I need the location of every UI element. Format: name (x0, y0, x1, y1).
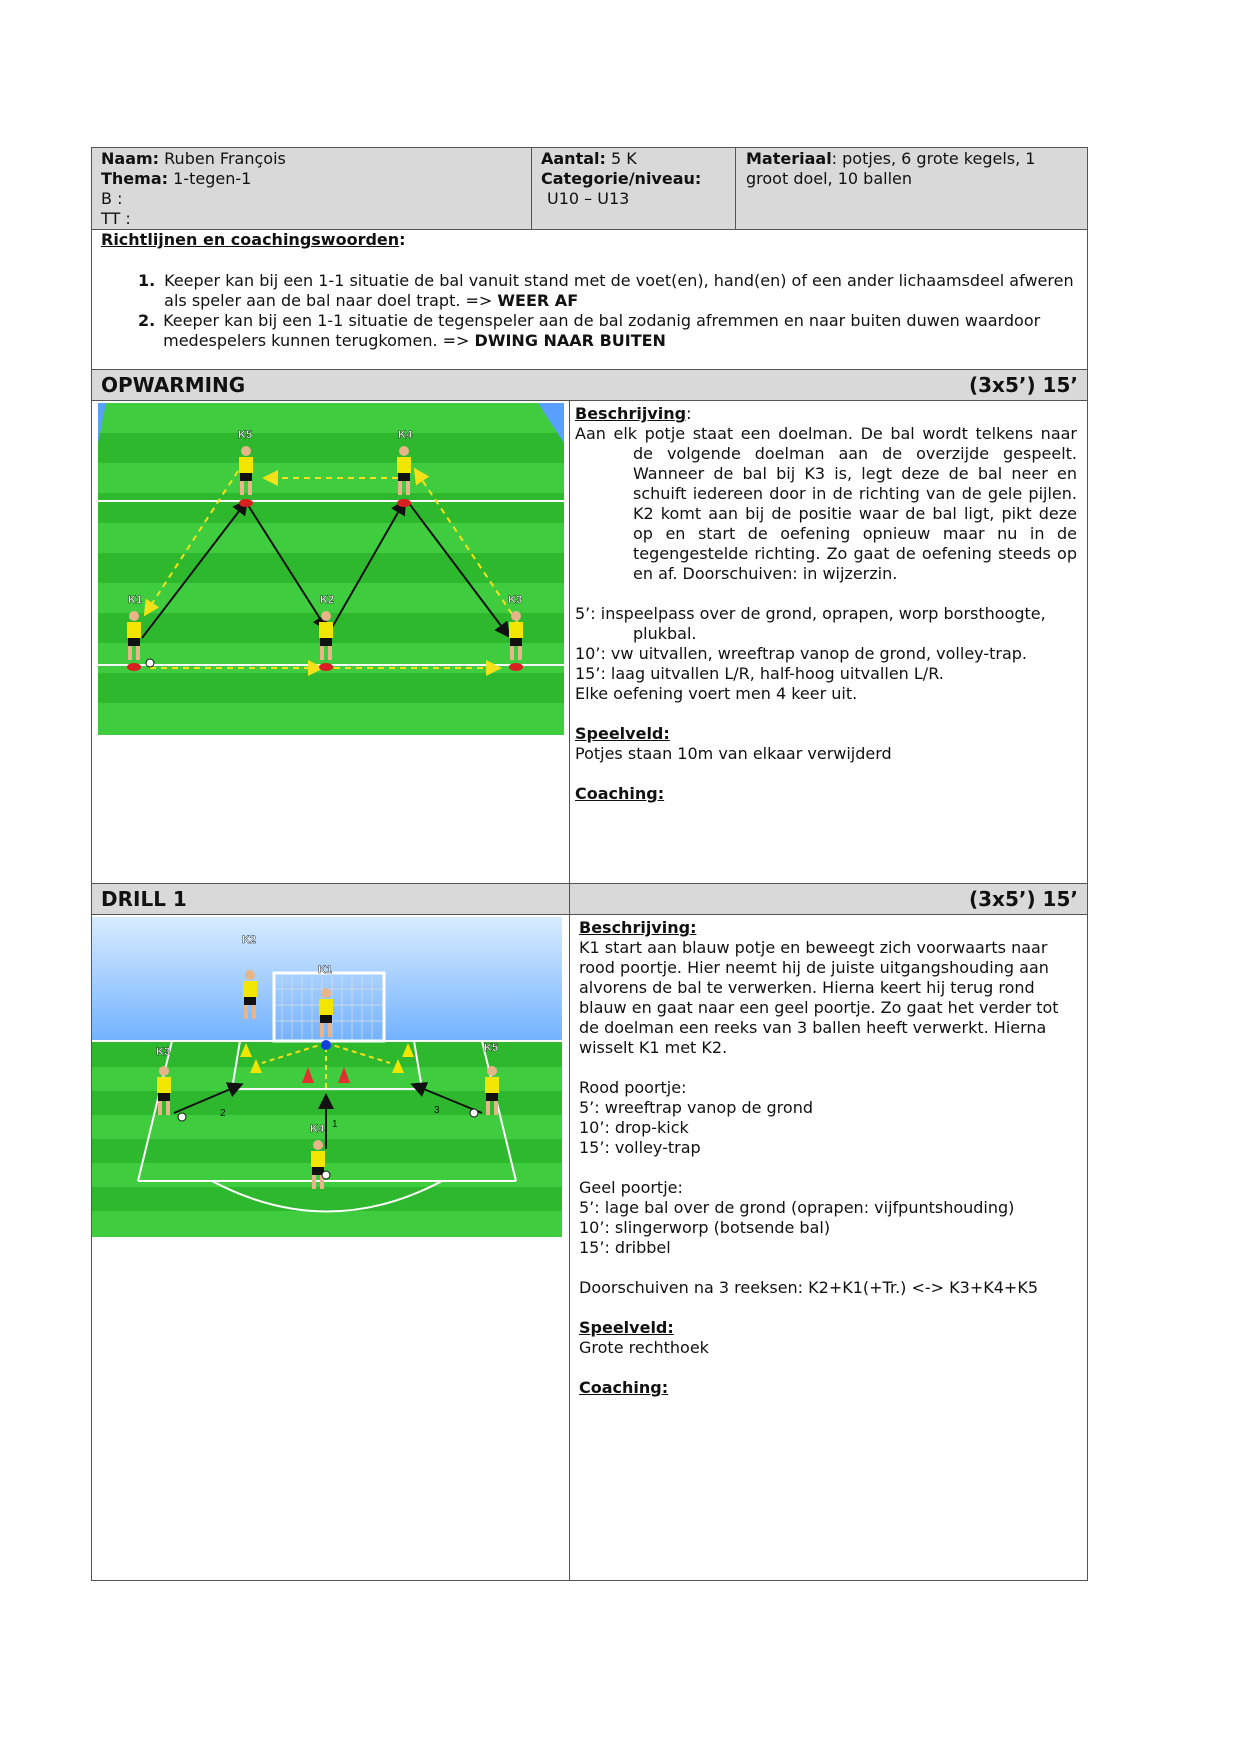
drill1-title: DRILL 1 (101, 887, 187, 911)
naam-label: Naam: (101, 149, 160, 168)
drill1-beschrijving-label: Beschrijving: (579, 918, 697, 937)
opwarming-description (575, 404, 1077, 804)
drill1-label-k4: K4 (310, 1123, 325, 1135)
opwarming-line-4: Elke oefening voert men 4 keer uit. (575, 684, 858, 703)
drill1-label-n1: 1 (332, 1119, 338, 1130)
aantal-value: 5 K (611, 149, 637, 168)
header-left (101, 149, 521, 229)
drill1-label-n2: 2 (220, 1108, 226, 1119)
header-middle (541, 149, 731, 209)
materiaal-value: : potjes, 6 grote kegels, 1 groot doel, 10 ballen (746, 149, 1036, 188)
drill1-label-k1: K1 (318, 964, 333, 976)
guidelines-list (138, 271, 1078, 351)
label-k5: K5 (238, 429, 253, 441)
drill1-geel-line-3: 15’: dribbel (579, 1238, 671, 1257)
materiaal-label: Materiaal (746, 149, 832, 168)
guideline-text-2: Keeper kan bij een 1-1 situatie de tegenspeler aan de bal zodanig afremmen en naar buiten duwen waardoor medespelers kunnen terugkomen. => (163, 311, 1041, 350)
header-right (746, 149, 1081, 189)
drill1-header-divider (569, 883, 570, 915)
opwarming-line-1: 5’: inspeelpass over de grond, oprapen, worp borsthoogte, plukbal. (575, 604, 1046, 643)
drill1-duration: (3x5’) 15’ (968, 887, 1078, 911)
opwarming-divider (569, 400, 570, 888)
opwarming-beschrijving-colon: : (686, 404, 692, 423)
drill1-speelveld-label: Speelveld: (579, 1318, 674, 1337)
guideline-num-2: 2. (138, 311, 156, 330)
opwarming-duration: (3x5’) 15’ (968, 373, 1078, 397)
opwarming-field-image (98, 403, 564, 735)
drill1-label-k2: K2 (242, 934, 257, 946)
opwarming-line-2: 10’: vw uitvallen, wreeftrap vanop de grond, volley-trap. (575, 644, 1028, 663)
label-k3: K3 (508, 594, 523, 606)
ball-icon (146, 659, 154, 667)
guidelines-title: Richtlijnen en coachingswoorden (101, 230, 400, 249)
label-k2: K2 (320, 594, 335, 606)
guidelines-colon: : (399, 230, 406, 249)
thema-label: Thema: (101, 169, 169, 188)
opwarming-speelveld-text: Potjes staan 10m van elkaar verwijderd (575, 744, 892, 763)
drill1-geel-line-1: 5’: lage bal over de grond (oprapen: vijfpuntshouding) (579, 1198, 1015, 1217)
label-k1: K1 (128, 594, 143, 606)
thema-value: 1-tegen-1 (173, 169, 252, 188)
tt-label: TT : (101, 209, 131, 228)
drill1-rood-title: Rood poortje: (579, 1078, 687, 1097)
guideline-num-1: 1. (138, 271, 156, 290)
drill1-rood-line-2: 10’: drop-kick (579, 1118, 689, 1137)
opwarming-speelveld-label: Speelveld: (575, 724, 670, 743)
opwarming-beschrijving-text: Aan elk potje staat een doelman. De bal wordt telkens naar de volgende doelman aan de overzijde gespeelt. Wanneer de bal bij K3 is, legt deze de bal neer en schuift iedereen door in de richting van de gele pijlen. K2 komt aan bij de positie waar de bal ligt, pikt deze op en start de oefening opnieuw maar nu in de tegengestelde richting. Zo gaat de oefening steeds op en af. Doorschuiven: in wijzerzin. (575, 424, 1077, 583)
header-divider-1 (531, 147, 532, 230)
drill1-geel-title: Geel poortje: (579, 1178, 683, 1197)
guideline-item-2 (138, 311, 1078, 351)
drill1-rood-line-1: 5’: wreeftrap vanop de grond (579, 1098, 813, 1117)
guideline-item-1 (138, 271, 1078, 311)
categorie-label: Categorie/niveau: (541, 169, 702, 188)
drill1-rood-line-3: 15’: volley-trap (579, 1138, 701, 1157)
guideline-bold-1: WEER AF (497, 291, 579, 310)
drill1-label-n3: 3 (434, 1105, 440, 1116)
drill1-field-image (92, 917, 562, 1237)
drill1-geel-line-2: 10’: slingerworp (botsende bal) (579, 1218, 831, 1237)
opwarming-beschrijving-label: Beschrijving (575, 404, 687, 423)
guideline-bold-2: DWING NAAR BUITEN (474, 331, 666, 350)
blue-pot-icon (321, 1040, 331, 1050)
drill1-label-k3: K3 (156, 1046, 171, 1058)
categorie-value: U10 – U13 (547, 189, 630, 208)
drill1-label-k5: K5 (484, 1042, 499, 1054)
label-k4: K4 (398, 429, 413, 441)
opwarming-line-3: 15’: laag uitvallen L/R, half-hoog uitvallen L/R. (575, 664, 944, 683)
drill1-doorschuiven: Doorschuiven na 3 reeksen: K2+K1(+Tr.) <-> K3+K4+K5 (579, 1278, 1038, 1297)
drill1-description (579, 918, 1079, 1398)
naam-value: Ruben François (164, 149, 286, 168)
drill1-speelveld-text: Grote rechthoek (579, 1338, 709, 1357)
guideline-text-1: Keeper kan bij een 1-1 situatie de bal vanuit stand met de voet(en), hand(en) of een ander lichaamsdeel afweren als speler aan de bal naar doel trapt. => (164, 271, 1074, 310)
guidelines-title-row (101, 230, 1001, 250)
b-label: B : (101, 189, 123, 208)
opwarming-coaching-label: Coaching: (575, 784, 665, 803)
drill1-beschrijving-text: K1 start aan blauw potje en beweegt zich voorwaarts naar rood poortje. Hier neemt hij de juiste uitgangshouding aan alvorens de bal te verwerken. Hierna keert hij terug rond blauw en gaat naar een geel poortje. Zo gaat het verder tot de doelman een reeks van 3 ballen heeft verwerkt. Hierna wisselt K1 met K2. (579, 938, 1059, 1057)
drill1-divider (569, 914, 570, 1581)
header-divider-2 (735, 147, 736, 230)
opwarming-title: OPWARMING (101, 373, 246, 397)
aantal-label: Aantal: (541, 149, 606, 168)
drill1-coaching-label: Coaching: (579, 1378, 669, 1397)
